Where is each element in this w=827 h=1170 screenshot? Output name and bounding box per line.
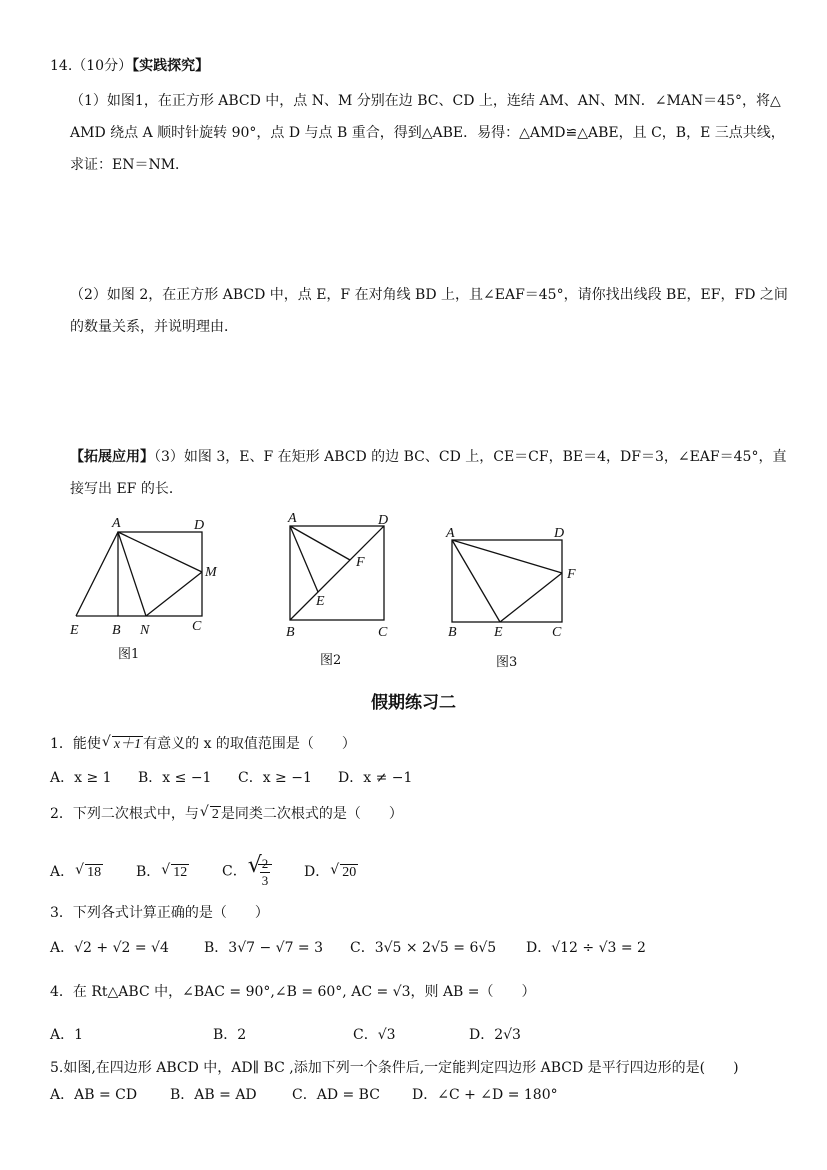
sqrt-icon: √ $\frac{2}{3}$: [249, 856, 273, 889]
q5-option-d: D．∠C + ∠D = 180°: [412, 1087, 558, 1103]
q1-options: [50, 768, 412, 788]
fig1-label-N: N: [140, 623, 150, 638]
q3-option-a: A．√2 + √2 = √4: [50, 940, 169, 956]
figure-3: [452, 540, 562, 622]
q3-option-b: B．3√7 − √7 = 3: [204, 940, 324, 956]
sqrt-icon: √ 12: [162, 860, 189, 885]
q14-part1-line2: AMD 绕点 A 顺时针旋转 90°，点 D 与点 B 重合，得到△ABE．易得：△AMD≌△ABE，且 C，B，E 三点共线，: [70, 125, 785, 141]
fig3-label-C: C: [552, 625, 562, 640]
q1-option-d: D．x ≠ −1: [338, 770, 413, 786]
q14-part3-line1: 【拓展应用】（3）如图 3，E、F 在矩形 ABCD 的边 BC、CD 上，CE＝CF，BE＝4，DF＝3，∠EAF＝45°，直: [70, 449, 787, 465]
q5-option-b: B．AB = AD: [170, 1087, 257, 1103]
q14-tag: 【实践探究】: [132, 58, 210, 74]
q2-option-d: D．√ 20: [304, 860, 358, 885]
figures-svg: [0, 510, 827, 690]
fig2-label-E: E: [316, 594, 325, 609]
fig3-label-D: D: [554, 526, 565, 541]
fig3-label-F: F: [567, 567, 576, 582]
q2-stem: 2．下列二次根式中，与√ 2 是同类二次根式的是（ ）: [50, 804, 403, 825]
q4-stem: 4．在 Rt△ABC 中，∠BAC = 90°,∠B = 60°, AC = √3，则 AB =（ ）: [50, 984, 536, 1000]
q2-option-c: C． √ $\frac{2}{3}$: [222, 856, 304, 889]
fig2-label-D: D: [378, 513, 389, 528]
fig1-label-D: D: [194, 518, 205, 533]
q4-option-c: C．√3: [353, 1027, 396, 1043]
q2-option-a: A．√ 18: [50, 860, 136, 885]
section-title: 假期练习二: [371, 693, 456, 713]
q14-part1-line3: 求证：EN＝NM．: [70, 157, 190, 173]
fig3-caption: 图3: [496, 655, 518, 670]
q14-part2-line2: 的数量关系，并说明理由．: [70, 319, 238, 335]
fig3-label-B: B: [448, 625, 457, 640]
q2-options: [50, 856, 358, 889]
figure-1: [76, 532, 202, 616]
q3-stem: 3．下列各式计算正确的是（ ）: [50, 905, 269, 921]
q14-part2-line1: （2）如图 2，在正方形 ABCD 中，点 E，F 在对角线 BD 上，且∠EAF＝45°，请你找出线段 BE，EF，FD 之间: [70, 287, 788, 303]
q3-options: [50, 938, 646, 958]
q14-heading: 14.（10分）【实践探究】: [50, 58, 210, 74]
q4-option-b: B．2: [213, 1027, 247, 1043]
figure-2: [290, 526, 384, 620]
q14-part1-line1: （1）如图1，在正方形 ABCD 中，点 N、M 分别在边 BC、CD 上，连结 AM、AN、MN．∠MAN＝45°，将△: [70, 93, 781, 109]
fig2-label-C: C: [378, 625, 388, 640]
fig1-label-B: B: [112, 623, 121, 638]
sqrt-icon: √ 18: [76, 860, 103, 885]
sqrt-icon: √ x＋1: [103, 734, 143, 755]
q14-part3-tag: 【拓展应用】: [70, 449, 154, 465]
q1-stem: 1．能使√ x＋1 有意义的 x 的取值范围是（ ）: [50, 734, 356, 755]
sqrt-icon: √ 2: [201, 804, 221, 825]
fig2-label-B: B: [286, 625, 295, 640]
fig2-label-A: A: [288, 511, 297, 526]
q5-option-c: C．AD = BC: [292, 1087, 380, 1103]
fig1-label-C: C: [192, 619, 202, 634]
q4-option-d: D．2√3: [469, 1027, 521, 1043]
q14-part3-line2: 接写出 EF 的长．: [70, 481, 183, 497]
fig2-label-F: F: [356, 555, 365, 570]
q2-option-b: B．√ 12: [136, 860, 222, 885]
fig1-label-E: E: [70, 623, 79, 638]
fig1-label-A: A: [112, 516, 121, 531]
fig1-caption: 图1: [118, 647, 140, 662]
q1-option-b: B．x ≤ −1: [138, 770, 212, 786]
fig2-caption: 图2: [320, 653, 342, 668]
q5-stem: 5.如图,在四边形 ABCD 中，AD∥ BC ,添加下列一个条件后,一定能判定四边形 ABCD 是平行四边形的是( ): [50, 1060, 739, 1076]
q5-option-a: A．AB = CD: [50, 1087, 138, 1103]
sqrt-icon: √ 20: [331, 860, 358, 885]
q3-option-c: C．3√5 × 2√5 = 6√5: [350, 940, 497, 956]
fig1-label-M: M: [205, 565, 217, 580]
q3-option-d: D．√12 ÷ √3 = 2: [526, 940, 646, 956]
q5-options: [50, 1085, 558, 1105]
q1-option-c: C．x ≥ −1: [238, 770, 312, 786]
q4-options: [50, 1025, 521, 1045]
q1-option-a: A．x ≥ 1: [50, 770, 112, 786]
fig3-label-E: E: [494, 625, 503, 640]
q4-option-a: A．1: [50, 1027, 84, 1043]
fig3-label-A: A: [446, 526, 455, 541]
